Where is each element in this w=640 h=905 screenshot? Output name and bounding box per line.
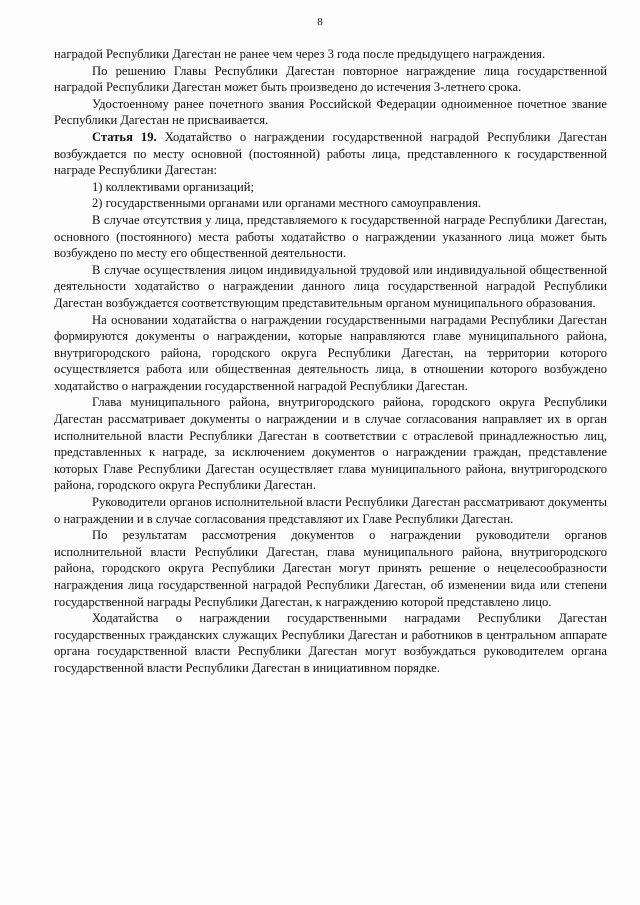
paragraph-text: Удостоенному ранее почетного звания Российской Федерации одноименное почетное звание Республики Дагестан не присваивается. — [54, 96, 607, 128]
paragraph-1 — [54, 46, 607, 63]
paragraph-11 — [54, 494, 607, 527]
paragraph-8 — [54, 262, 607, 312]
paragraph-text: На основании ходатайства о награждении государственными наградами Республики Дагестан формируются документы о награждении, которые направляются главе муниципального района, внутригородского района, городского округа Республики Дагестан, на территории которого осуществляется работа или общественная деятельность лица, в отношении которого возбуждено ходатайство о награждении государственной наградой Республики Дагестан. — [54, 312, 607, 393]
paragraph-text: Глава муниципального района, внутригородского района, городского округа Республики Дагестан рассматривает документы о награждении и в случае согласования направляет их в орган исполнительной власти Республики Дагестан в соответствии с отраслевой принадлежностью лиц, представленных к награде, за исключением документов о награждении граждан, представление которых Главе Республики Дагестан осуществляет глава муниципального района, внутригородского района, городского округа Республики Дагестан. — [54, 395, 607, 493]
paragraph-text: В случае отсутствия у лица, представляемого к государственной награде Республики Дагестан, основного (постоянного) места работы ходатайство о награждении указанного лица может быть возбуждено по месту его общественной деятельности. — [54, 212, 607, 261]
paragraph-9 — [54, 312, 607, 395]
list-item-1 — [54, 179, 607, 196]
page-number: 8 — [317, 16, 323, 28]
paragraph-3 — [54, 96, 607, 129]
paragraph-text: 2) государственными органами или органами местного самоуправления. — [92, 196, 482, 211]
paragraph-2 — [54, 63, 607, 96]
paragraph-article-19 — [54, 129, 607, 179]
paragraph-12 — [54, 527, 607, 610]
paragraph-text: По результатам рассмотрения документов о награждении руководители органов исполнительной власти Республики Дагестан, глава муниципального района, внутригородского района, городского округа Республики Дагестан могут принять решение о нецелесообразности награждения лица государственной наградой Республики Дагестан, об изменении вида или степени государственной награды Республики Дагестан, к награждению которой представлено лицо. — [54, 528, 607, 609]
paragraph-7 — [54, 212, 607, 262]
paragraph-text: наградой Республики Дагестан не ранее чем через 3 года после предыдущего награждения. — [54, 47, 546, 61]
paragraph-text: 1) коллективами организаций; — [92, 179, 254, 194]
paragraph-10 — [54, 394, 607, 494]
paragraph-text: Руководители органов исполнительной власти Республики Дагестан рассматривают документы о награждении и в случае согласования представляют их Главе Республики Дагестан. — [54, 495, 607, 526]
paragraph-text: Ходатайство о награждении государственной наградой Республики Дагестан возбуждается по месту основной (постоянной) работы лица, представленного к государственной награде Республики Дагестан: — [54, 129, 607, 178]
paragraph-13 — [54, 610, 607, 676]
document-text — [54, 46, 607, 677]
paragraph-text: В случае осуществления лицом индивидуальной трудовой или индивидуальной общественной деятельности ходатайство о награждении данного лица государственной наградой Республики Дагестан возбуждается соответствующим представительным органом муниципального образования. — [54, 262, 607, 310]
article-title: Статья 19. — [92, 129, 157, 144]
paragraph-text: По решению Главы Республики Дагестан повторное награждение лица государственной наградой Республики Дагестан может быть произведено до истечения 3-летнего срока. — [54, 63, 607, 95]
list-item-2 — [54, 195, 607, 212]
paragraph-text: Ходатайства о награждении государственными наградами Республики Дагестан государственных гражданских служащих Республики Дагестан и работников в центральном аппарате органа государственной власти Республики Дагестан могут возбуждаться руководителем органа государственной власти Республики Дагестан в инициативном порядке. — [54, 611, 607, 675]
